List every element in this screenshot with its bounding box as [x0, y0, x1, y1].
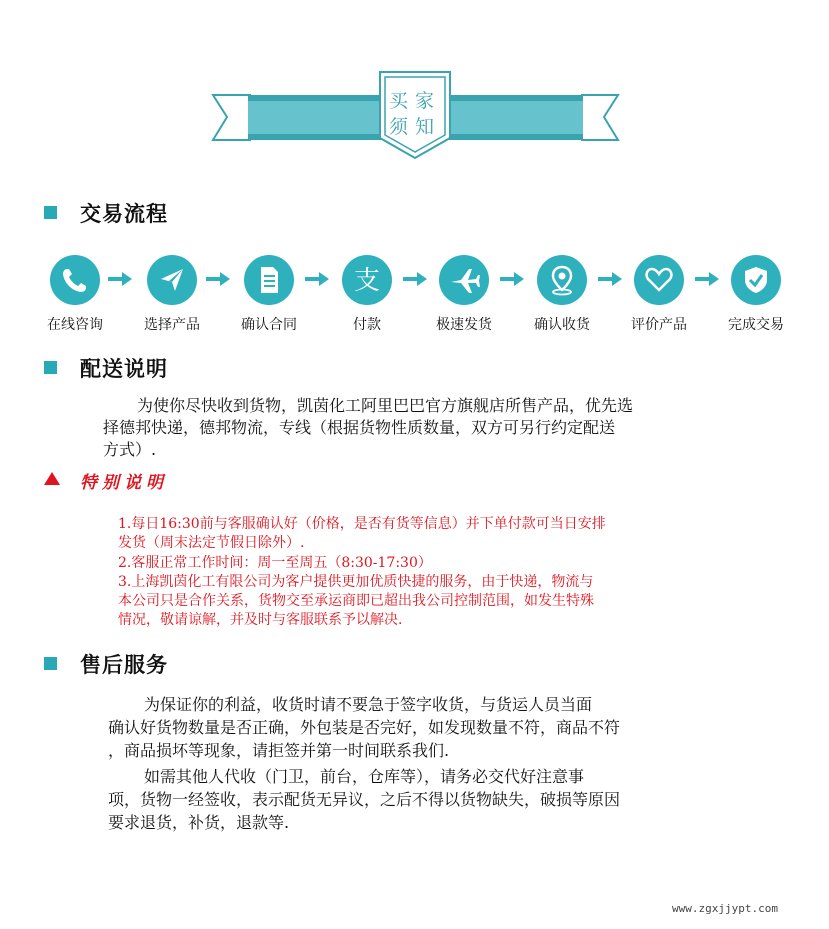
header-banner [0, 0, 829, 170]
arrow-right-icon [598, 272, 622, 286]
special-text-line: 2.客服正常工作时间：周一至周五（8:30-17:30） [118, 555, 432, 571]
delivery-text-line: 为使你尽快收到货物，凯茵化工阿里巴巴官方旗舰店所售产品，优先选 [137, 396, 634, 415]
step-label: 选择产品 [144, 317, 200, 333]
step-label: 评价产品 [631, 317, 687, 333]
warning-triangle-icon [44, 472, 60, 485]
special-text-line: 本公司只是合作关系，货物交至承运商即已超出我公司控制范围，如发生特殊 [118, 593, 594, 609]
section-title-aftersale: 售后服务 [80, 652, 168, 677]
special-text-line: 情况，敬请谅解，并及时与客服联系予以解决. [118, 612, 403, 628]
step-label: 付款 [353, 317, 381, 333]
airplane-icon [439, 255, 489, 305]
svg-text:支: 支 [353, 266, 381, 296]
step-label: 确认合同 [241, 317, 297, 333]
special-notes-title: 特别说明 [80, 473, 168, 493]
alipay-icon [342, 255, 392, 305]
aftersale-text-line: 项，货物一经签收，表示配货无异议，之后不得以货物缺失，破损等原因 [108, 790, 621, 809]
aftersale-text-line: 要求退货，补货，退款等. [108, 813, 290, 832]
badge-line1: 买家 [388, 90, 441, 112]
badge-line2: 须知 [388, 116, 441, 138]
arrow-right-icon [403, 272, 427, 286]
aftersale-text-line: 为保证你的利益，收货时请不要急于签字收货，与货运人员当面 [144, 695, 593, 714]
aftersale-text-line: 如需其他人代收（门卫，前台，仓库等），请务必交代好注意事 [144, 767, 585, 786]
location-pin-icon [537, 255, 587, 305]
arrow-right-icon [305, 272, 329, 286]
special-text-line: 1.每日16:30前与客服确认好（价格，是否有货等信息）并下单付款可当日安排 [118, 516, 606, 532]
special-text-line: 3.上海凯茵化工有限公司为客户提供更加优质快捷的服务，由于快递，物流与 [118, 574, 594, 590]
aftersale-text-line: ，商品损坏等现象，请拒签并第一时间联系我们. [108, 741, 450, 760]
heart-icon [634, 255, 684, 305]
document-icon [244, 255, 294, 305]
arrow-right-icon [206, 272, 230, 286]
step-label: 在线咨询 [47, 317, 103, 333]
step-label: 完成交易 [728, 317, 784, 333]
site-watermark: www.zgxjjypt.com [672, 902, 778, 915]
section-title-delivery: 配送说明 [80, 356, 168, 381]
section-marker [44, 657, 57, 670]
step-label: 极速发货 [436, 317, 492, 333]
section-marker [44, 206, 57, 219]
delivery-text-line: 方式）. [103, 440, 157, 459]
section-marker [44, 361, 57, 374]
phone-icon [50, 255, 100, 305]
paper-plane-icon [147, 255, 197, 305]
aftersale-text-line: 确认好货物数量是否正确，外包装是否完好，如发现数量不符，商品不符 [108, 718, 621, 737]
special-text-line: 发货（周末法定节假日除外）. [118, 535, 305, 551]
delivery-text-line: 择德邦快递，德邦物流，专线（根据货物性质数量，双方可另行约定配送 [103, 418, 616, 437]
section-title-process: 交易流程 [80, 201, 168, 226]
arrow-right-icon [108, 272, 132, 286]
arrow-right-icon [695, 272, 719, 286]
shield-check-icon [731, 255, 781, 305]
step-label: 确认收货 [534, 317, 590, 333]
arrow-right-icon [500, 272, 524, 286]
